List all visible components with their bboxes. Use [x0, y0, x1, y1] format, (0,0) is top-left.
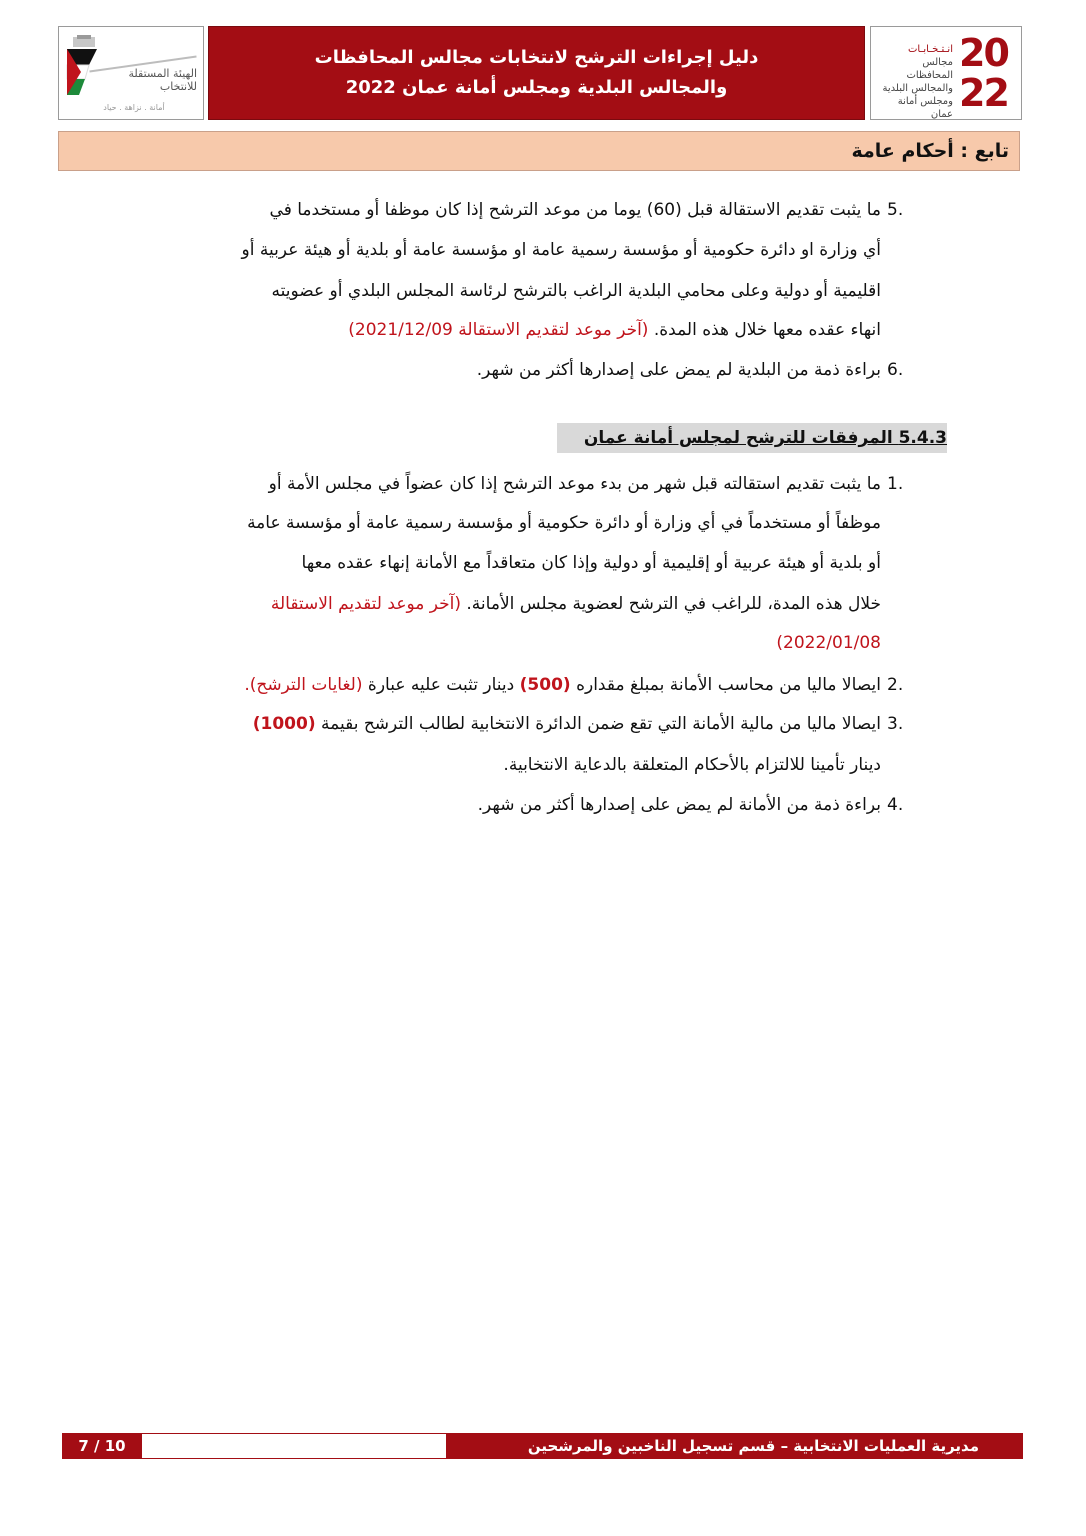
- text-line: [244, 670, 881, 700]
- title-line-1: دليل إجراءات الترشح لانتخابات مجالس المحافظات: [314, 47, 759, 68]
- text-line: دينار تأمينا للالتزام بالأحكام المتعلقة بالدعاية الانتخابية.: [503, 755, 881, 775]
- text-line: [271, 589, 881, 619]
- text-line: أي وزارة او دائرة حكومية أو مؤسسة رسمية عامة او مؤسسة عامة أو بلدية أو هيئة عربية أو: [241, 240, 881, 260]
- amount-1000: (1000): [252, 714, 316, 734]
- logo-text-line2: مجالس المحافظات: [906, 57, 953, 81]
- text-plain: ايصالا ماليا من محاسب الأمانة بمبلغ مقداره: [576, 675, 881, 695]
- text-line: اقليمية أو دولية وعلى محامي البلدية الراغب بالترشح لرئاسة المجلس البلدي أو عضويته: [271, 281, 881, 301]
- election-logo-text: [873, 43, 953, 121]
- deadline-date: 2022/01/08): [776, 633, 881, 653]
- logo-text-line3: والمجالس البلدية: [882, 83, 953, 94]
- iec-logo: [58, 26, 204, 120]
- year-bottom: 22: [959, 71, 1008, 115]
- text-line: ما يثبت تقديم استقالته قبل شهر من بدء موعد الترشح إذا كان عضواً في مجلس الأمة أو: [268, 474, 881, 494]
- amount-500: (500): [519, 675, 571, 695]
- section-title-band: تابع : أحكام عامة: [58, 131, 1020, 171]
- text-plain: خلال هذه المدة، للراغب في الترشح لعضوية مجلس الأمانة.: [466, 594, 881, 614]
- footer-department: مديرية العمليات الانتخابية – قسم تسجيل الناخبين والمرشحين: [446, 1433, 1023, 1459]
- year-top: 20: [959, 31, 1008, 75]
- election-2022-logo: [870, 26, 1022, 120]
- text-line: موظفاً أو مستخدماً في أي وزارة أو دائرة حكومية أو مؤسسة رسمية عامة أو مؤسسة عامة: [247, 513, 881, 533]
- title-line-2: والمجالس البلدية ومجلس أمانة عمان 2022: [345, 77, 728, 98]
- iec-motto: أمانة . نزاهة . حياد: [103, 103, 165, 112]
- year-mark: [959, 33, 1015, 113]
- item-number: 6.: [887, 360, 904, 380]
- text-line: براءة ذمة من الأمانة لم يمض على إصدارها أكثر من شهر.: [477, 795, 881, 815]
- footer-divider: [142, 1433, 446, 1459]
- item-number: 3.: [887, 714, 904, 734]
- text-plain: ايصالا ماليا من مالية الأمانة التي تقع ضمن الدائرة الانتخابية لطالب الترشح بقيمة: [321, 714, 881, 734]
- subsection-heading: 5.4.3 المرفقات للترشح لمجلس أمانة عمان: [557, 423, 947, 453]
- deadline-note: (آخر موعد لتقديم الاستقالة: [270, 594, 461, 614]
- iec-name: [101, 67, 197, 93]
- iec-name-line2: للانتخاب: [159, 80, 197, 93]
- item-number: 2.: [887, 675, 904, 695]
- iec-name-line1: الهيئة المستقلة: [128, 67, 197, 80]
- text-plain: دينار تثبت عليه عبارة: [367, 675, 515, 695]
- text-line: براءة ذمة من البلدية لم يمض على إصدارها أكثر من شهر.: [476, 360, 881, 380]
- document-title-banner: [208, 26, 865, 120]
- item-number: 1.: [887, 474, 904, 494]
- item-number: 5.: [887, 200, 904, 220]
- ballot-box-flag-icon: [65, 35, 105, 97]
- logo-text-line4: ومجلس أمانة عمان: [897, 96, 953, 120]
- text-line: أو بلدية أو هيئة عربية أو إقليمية أو دولية وإذا كان متعاقداً مع الأمانة إنهاء عقده معها: [301, 553, 881, 573]
- text-line: [348, 315, 881, 345]
- phrase-note: (لغايات الترشح).: [244, 675, 363, 695]
- text-plain: انهاء عقده معها خلال هذه المدة.: [653, 320, 881, 340]
- page-number: 7 / 10: [62, 1433, 142, 1459]
- item-number: 4.: [887, 795, 904, 815]
- deadline-note: (آخر موعد لتقديم الاستقالة 2021/12/09): [348, 320, 649, 340]
- text-line: [253, 709, 881, 739]
- text-line: ما يثبت تقديم الاستقالة قبل (60) يوما من موعد الترشح إذا كان موظفا أو مستخدما في: [269, 200, 881, 220]
- logo-text-line1: انـتـخـابـات: [907, 44, 953, 55]
